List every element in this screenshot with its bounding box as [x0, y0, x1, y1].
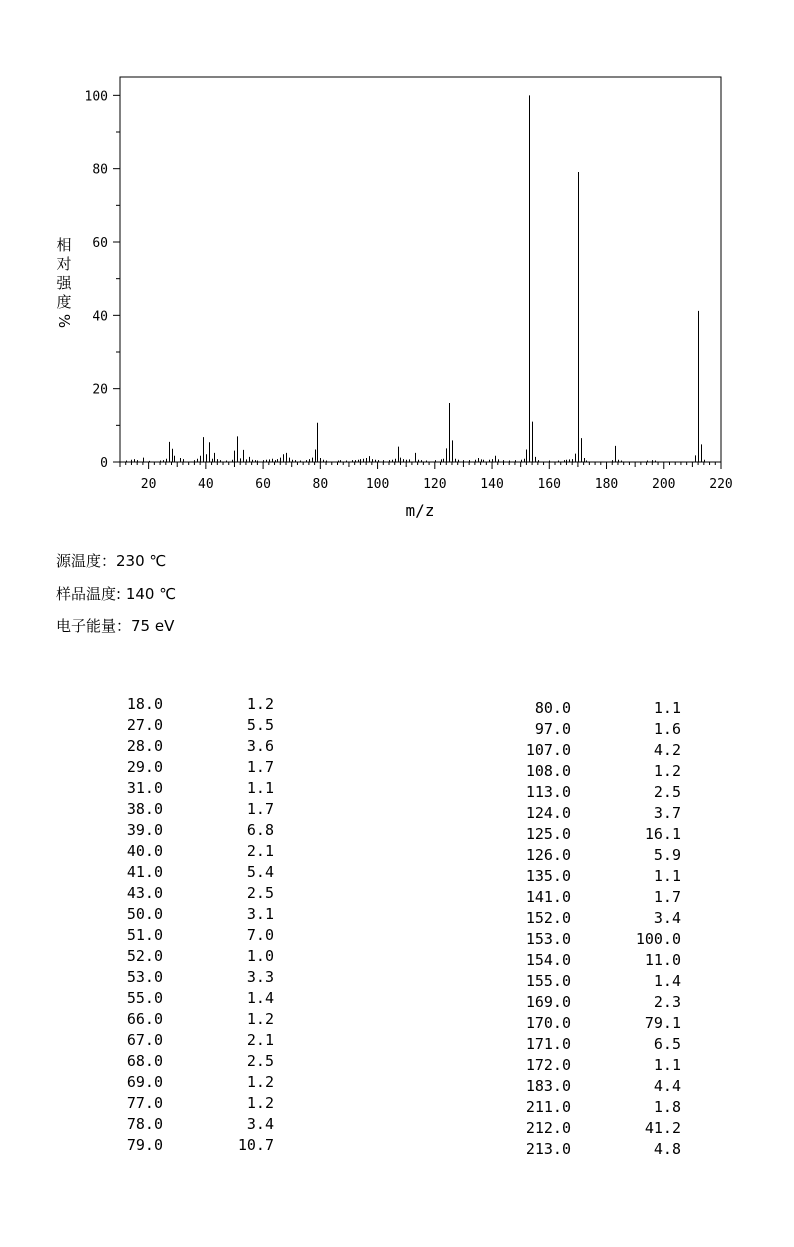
peak-table-row — [100, 1093, 280, 1114]
peak-mz: 153.0 — [525, 930, 571, 948]
peak-intensity: 1.8 — [653, 1098, 681, 1116]
peak-mz: 53.0 — [126, 968, 163, 986]
peak-mz: 28.0 — [126, 737, 163, 755]
peak-mz: 126.0 — [525, 846, 571, 864]
peak-intensity: 5.9 — [653, 846, 681, 864]
peak-intensity: 41.2 — [644, 1119, 681, 1137]
peak-mz: 78.0 — [126, 1115, 163, 1133]
peak-table-row — [100, 1072, 280, 1093]
peak-table-row — [500, 1097, 684, 1118]
y-axis-title — [55, 236, 73, 328]
peak-table-row — [500, 1034, 684, 1055]
peak-table-row — [100, 1135, 280, 1156]
peak-mz: 169.0 — [525, 993, 571, 1011]
peak-table-row — [500, 908, 684, 929]
peak-mz: 66.0 — [126, 1010, 163, 1028]
peak-intensity: 4.8 — [653, 1140, 681, 1158]
peak-mz: 113.0 — [525, 783, 571, 801]
peak-mz: 135.0 — [525, 867, 571, 885]
peak-mz: 97.0 — [534, 720, 571, 738]
electron-energy: 电子能量：75 eV — [56, 617, 175, 635]
peak-intensity: 3.1 — [246, 905, 274, 923]
plot-frame — [120, 77, 721, 462]
peaks-layer — [127, 95, 705, 462]
peak-mz: 51.0 — [126, 926, 163, 944]
x-tick-label: 120 — [423, 477, 447, 492]
peak-table-row — [100, 820, 280, 841]
peak-intensity: 1.2 — [246, 695, 274, 713]
peak-intensity: 1.2 — [246, 1094, 274, 1112]
peak-intensity: 1.6 — [653, 720, 681, 738]
peak-table-row — [100, 757, 280, 778]
peak-mz: 55.0 — [126, 989, 163, 1007]
peak-intensity: 6.8 — [246, 821, 274, 839]
peak-mz: 43.0 — [126, 884, 163, 902]
mass-spectrum-chart — [0, 0, 794, 530]
y-axis — [85, 89, 120, 471]
x-tick-label: 140 — [480, 477, 504, 492]
peak-table-row — [500, 761, 684, 782]
peak-table-row — [100, 1030, 280, 1051]
peak-table-row — [500, 971, 684, 992]
peak-table-row — [500, 845, 684, 866]
peak-table-row — [100, 925, 280, 946]
x-tick-label: 40 — [198, 477, 214, 492]
peak-table-row — [500, 887, 684, 908]
peak-intensity: 4.2 — [653, 741, 681, 759]
peak-intensity: 1.2 — [246, 1073, 274, 1091]
peak-table-row — [500, 866, 684, 887]
peak-intensity: 4.4 — [653, 1077, 681, 1095]
peak-mz: 68.0 — [126, 1052, 163, 1070]
y-tick-label: 0 — [100, 456, 108, 471]
x-tick-label: 60 — [255, 477, 271, 492]
peak-table-row — [100, 967, 280, 988]
x-tick-label: 220 — [709, 477, 733, 492]
peak-intensity: 5.4 — [246, 863, 274, 881]
peak-intensity: 3.3 — [246, 968, 274, 986]
peak-intensity: 1.2 — [653, 762, 681, 780]
peak-mz: 124.0 — [525, 804, 571, 822]
peak-table-row — [500, 1076, 684, 1097]
y-axis-title-char: % — [55, 313, 73, 329]
peak-intensity: 2.5 — [246, 884, 274, 902]
peak-mz: 52.0 — [126, 947, 163, 965]
peak-mz: 213.0 — [525, 1140, 571, 1158]
x-tick-label: 200 — [652, 477, 676, 492]
peak-intensity: 3.4 — [246, 1115, 274, 1133]
y-axis-title-char: 相 — [56, 236, 72, 254]
peak-intensity: 79.1 — [644, 1014, 681, 1032]
peak-intensity: 2.5 — [653, 783, 681, 801]
peak-mz: 67.0 — [126, 1031, 163, 1049]
peak-table-row — [100, 883, 280, 904]
sample-temperature: 样品温度: 140 ℃ — [56, 585, 177, 603]
peak-table-row — [100, 1009, 280, 1030]
x-tick-label: 20 — [140, 477, 157, 492]
peak-table-row — [500, 1118, 684, 1139]
peak-table-row — [100, 736, 280, 757]
peak-mz: 40.0 — [126, 842, 163, 860]
peak-intensity: 3.4 — [653, 909, 681, 927]
y-tick-label: 20 — [92, 382, 108, 398]
peak-mz: 50.0 — [126, 905, 163, 923]
peak-table-row — [500, 1139, 684, 1160]
peak-intensity: 3.7 — [653, 804, 681, 822]
peak-mz: 79.0 — [126, 1136, 163, 1154]
peak-table-row — [100, 799, 280, 820]
peak-mz: 18.0 — [126, 695, 163, 713]
y-axis-title-char: 度 — [56, 293, 72, 311]
peak-intensity: 1.2 — [246, 1010, 274, 1028]
peak-table-row — [100, 988, 280, 1009]
peak-table-row — [500, 719, 684, 740]
peak-table-row — [500, 740, 684, 761]
peak-table-row — [100, 778, 280, 799]
peak-intensity: 1.7 — [653, 888, 681, 906]
peak-mz: 212.0 — [525, 1119, 571, 1137]
peak-mz: 29.0 — [126, 758, 163, 776]
peak-table-row — [100, 904, 280, 925]
peak-intensity: 2.3 — [653, 993, 681, 1011]
peak-mz: 211.0 — [525, 1098, 571, 1116]
peak-intensity: 2.5 — [246, 1052, 274, 1070]
peak-mz: 155.0 — [525, 972, 571, 990]
peak-mz: 154.0 — [525, 951, 571, 969]
peak-mz: 27.0 — [126, 716, 163, 734]
peak-intensity: 1.7 — [246, 758, 274, 776]
peak-mz: 171.0 — [525, 1035, 571, 1053]
peak-intensity: 2.1 — [246, 842, 274, 860]
x-tick-label: 180 — [594, 477, 619, 492]
peak-intensity: 11.0 — [644, 951, 681, 969]
peak-table-row — [100, 1114, 280, 1135]
peak-table-row — [500, 1055, 684, 1076]
peak-intensity: 100.0 — [635, 930, 681, 948]
x-axis-title: m/z — [405, 501, 435, 520]
y-axis-title-char: 对 — [56, 255, 72, 273]
peak-mz: 141.0 — [525, 888, 571, 906]
peak-intensity: 16.1 — [644, 825, 681, 843]
peak-intensity: 1.1 — [653, 699, 681, 717]
x-tick-label: 160 — [537, 477, 562, 492]
peak-mz: 31.0 — [126, 779, 163, 797]
x-axis — [120, 462, 733, 492]
x-tick-label: 80 — [312, 477, 329, 492]
peak-mz: 77.0 — [126, 1094, 163, 1112]
peak-intensity: 1.7 — [246, 800, 274, 818]
peak-intensity: 1.1 — [653, 1056, 681, 1074]
peak-intensity: 7.0 — [246, 926, 274, 944]
peak-table-row — [500, 803, 684, 824]
y-tick-label: 60 — [92, 236, 108, 251]
peak-table-row — [500, 698, 684, 719]
peak-table-row — [100, 862, 280, 883]
peak-table-row — [500, 1013, 684, 1034]
source-temperature: 源温度：230 ℃ — [56, 552, 167, 570]
peak-mz: 172.0 — [525, 1056, 571, 1074]
peak-intensity: 1.0 — [246, 947, 274, 965]
peak-mz: 152.0 — [525, 909, 571, 927]
peak-mz: 69.0 — [126, 1073, 163, 1091]
peak-table-row — [500, 824, 684, 845]
peak-mz: 170.0 — [525, 1014, 571, 1032]
peak-table-row — [100, 694, 280, 715]
peak-table-right — [500, 698, 684, 1160]
peak-intensity: 2.1 — [246, 1031, 274, 1049]
peak-table-row — [500, 950, 684, 971]
y-axis-title-char: 强 — [56, 274, 72, 292]
peak-table-left — [100, 694, 280, 1156]
peak-table-row — [100, 715, 280, 736]
peak-intensity: 1.4 — [653, 972, 681, 990]
peak-table-row — [500, 929, 684, 950]
peak-intensity: 1.1 — [246, 779, 274, 797]
peak-intensity: 1.1 — [653, 867, 681, 885]
peak-intensity: 6.5 — [653, 1035, 681, 1053]
peak-intensity: 10.7 — [237, 1136, 274, 1154]
peak-mz: 41.0 — [126, 863, 163, 881]
peak-intensity: 5.5 — [246, 716, 274, 734]
peak-mz: 107.0 — [525, 741, 571, 759]
peak-mz: 108.0 — [525, 762, 571, 780]
y-tick-label: 80 — [92, 162, 108, 178]
peak-table-row — [100, 1051, 280, 1072]
peak-mz: 125.0 — [525, 825, 571, 843]
y-tick-label: 40 — [92, 309, 108, 325]
x-tick-label: 100 — [365, 477, 390, 492]
peak-table-row — [100, 946, 280, 967]
peak-intensity: 1.4 — [246, 989, 274, 1007]
peak-table-row — [500, 992, 684, 1013]
peak-table-row — [500, 782, 684, 803]
peak-intensity: 3.6 — [246, 737, 274, 755]
peak-table-row — [100, 841, 280, 862]
peak-mz: 38.0 — [126, 800, 163, 818]
y-tick-label: 100 — [84, 89, 108, 105]
peak-mz: 183.0 — [525, 1077, 571, 1095]
peak-mz: 39.0 — [126, 821, 163, 839]
peak-mz: 80.0 — [534, 699, 571, 717]
